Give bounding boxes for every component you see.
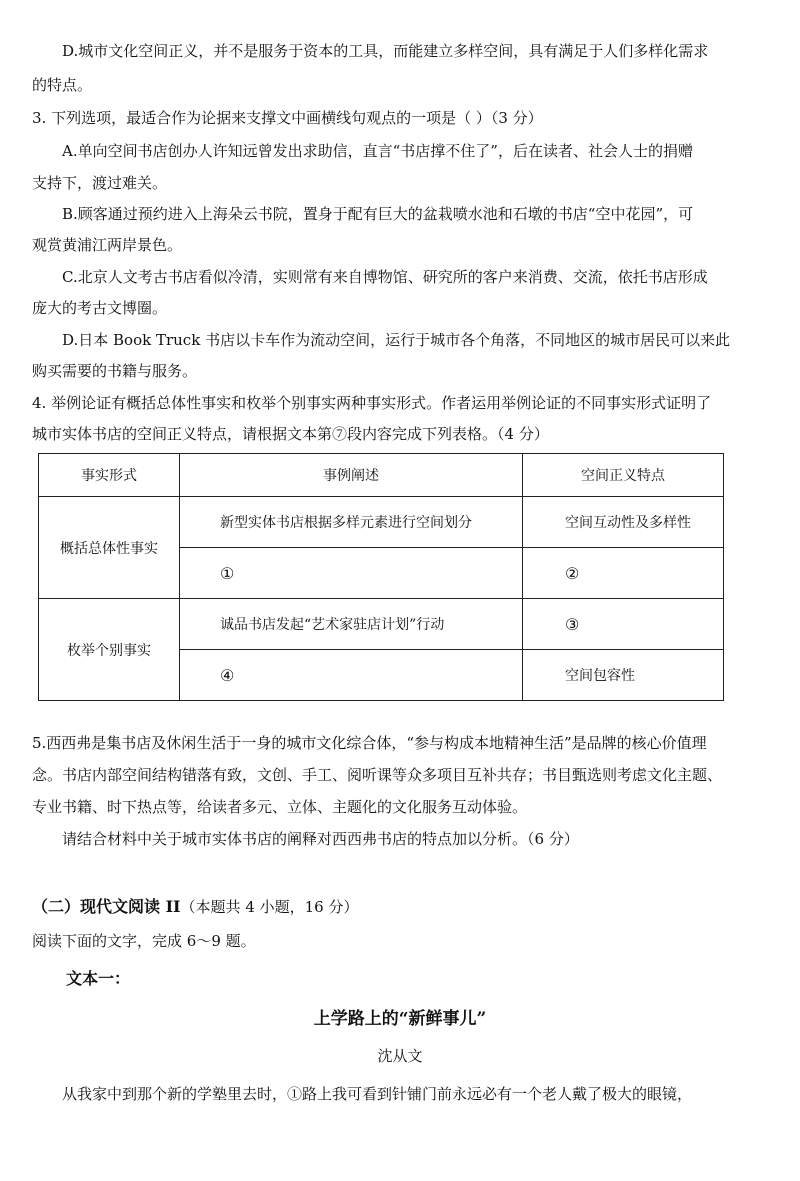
fact-table-grid	[38, 453, 724, 701]
q3-option-a-line2: 支持下，渡过难关。	[32, 174, 168, 192]
table-cell-feature: 空间包容性	[523, 650, 724, 701]
q3-option-d-line1: D.日本 Book Truck 书店以卡车作为流动空间，运行于城市各个角落，不同地区的城市居民可以来此	[62, 331, 731, 349]
table-row	[39, 497, 724, 548]
question-5-prompt: 请结合材料中关于城市实体书店的阐释对西西弗书店的特点加以分析。（6 分）	[62, 830, 579, 848]
question-5-line1: 5.西西弗是集书店及休闲生活于一身的城市文化综合体，“参与构成本地精神生活”是品牌的核心价值理	[32, 734, 707, 752]
fact-table	[38, 453, 720, 701]
answer-blank-3[interactable]: ③	[523, 599, 724, 650]
section-2-note: （本题共 4 小题，16 分）	[180, 898, 359, 916]
article-title: 上学路上的“新鲜事儿”	[313, 1009, 487, 1029]
option-d-line2: 的特点。	[32, 76, 93, 94]
article-paragraph-1: 从我家中到那个新的学塾里去时，①路上我可看到针铺门前永远必有一个老人戴了极大的眼镜，	[62, 1085, 693, 1103]
article-author: 沈从文	[377, 1047, 423, 1065]
question-4-line2: 城市实体书店的空间正义特点，请根据文本第⑦段内容完成下列表格。（4 分）	[32, 425, 549, 443]
group-label-general: 概括总体性事实	[39, 497, 180, 599]
q3-option-c-line2: 庞大的考古文博圈。	[32, 299, 168, 317]
question-4-line1: 4. 举例论证有概括总体性事实和枚举个别事实两种事实形式。作者运用举例论证的不同事实形式证明了	[32, 394, 712, 412]
q3-option-b-line1: B.顾客通过预约进入上海朵云书院，置身于配有巨大的盆栽喷水池和石墩的书店“空中花园”，可	[62, 205, 694, 223]
q3-option-c-line1: C.北京人文考古书店看似冷清，实则常有来自博物馆、研究所的客户来消费、交流，依托书店形成	[62, 268, 708, 286]
table-header-row	[39, 454, 724, 497]
section-2-title: （二）现代文阅读 II	[32, 897, 181, 916]
table-cell-example: 新型实体书店根据多样元素进行空间划分	[180, 497, 523, 548]
answer-blank-4[interactable]: ④	[180, 650, 523, 701]
header-fact-form: 事实形式	[39, 454, 180, 497]
table-cell-example: 诚品书店发起“艺术家驻店计划”行动	[180, 599, 523, 650]
table-cell-feature: 空间互动性及多样性	[523, 497, 724, 548]
header-example: 事例阐述	[180, 454, 523, 497]
q3-option-b-line2: 观赏黄浦江两岸景色。	[32, 236, 183, 254]
question-5-line2: 念。书店内部空间结构错落有致，文创、手工、阅听课等众多项目互补共存；书目甄选则考虑文化主题、	[32, 766, 723, 784]
q3-option-a-line1: A.单向空间书店创办人许知远曾发出求助信，直言“书店撑不住了”，后在读者、社会人士的捐赠	[62, 142, 693, 160]
answer-blank-1[interactable]: ①	[180, 548, 523, 599]
question-3: 3. 下列选项，最适合作为论据来支撑文中画横线句观点的一项是（ ）（3 分）	[32, 109, 543, 127]
group-label-individual: 枚举个别事实	[39, 599, 180, 701]
option-d-line1: D.城市文化空间正义，并不是服务于资本的工具，而能建立多样空间，具有满足于人们多样化需求	[62, 42, 709, 60]
answer-blank-2[interactable]: ②	[523, 548, 724, 599]
header-feature: 空间正义特点	[523, 454, 724, 497]
question-5-line3: 专业书籍、时下热点等，给读者多元、立体、主题化的文化服务互动体验。	[32, 798, 528, 816]
q3-option-d-line2: 购买需要的书籍与服务。	[32, 362, 198, 380]
text-one-label: 文本一：	[66, 969, 131, 988]
section-2-heading	[32, 896, 358, 918]
section-2-instruction: 阅读下面的文字，完成 6～9 题。	[32, 932, 256, 950]
table-row	[39, 599, 724, 650]
